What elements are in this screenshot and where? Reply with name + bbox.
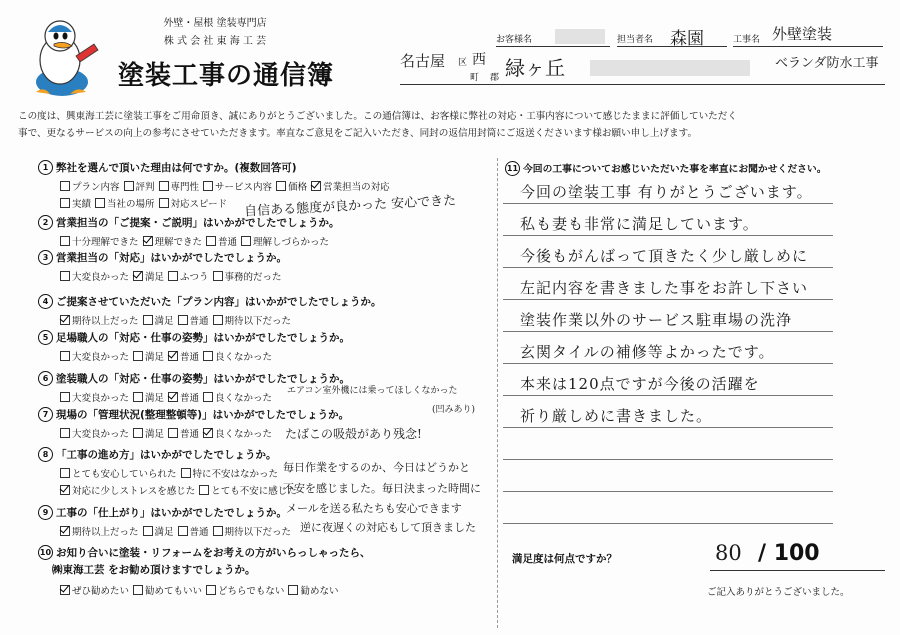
question-number: 5 bbox=[38, 330, 53, 345]
option-label: 満足 bbox=[145, 272, 165, 283]
question-number: 4 bbox=[38, 294, 53, 309]
q11-rule bbox=[503, 427, 833, 428]
question-text: 足場職人の「対応・仕事の姿勢」はいかがでしたでしょうか。 bbox=[56, 332, 350, 344]
question-4-title bbox=[38, 294, 382, 309]
company-name: 株 式 会 社 東 海 工 芸 bbox=[163, 36, 267, 47]
option[interactable] bbox=[56, 393, 129, 404]
option[interactable] bbox=[202, 586, 284, 597]
addr-ku-hand: 西 bbox=[472, 52, 486, 68]
address-underline bbox=[400, 84, 885, 85]
question-number: 8 bbox=[38, 447, 53, 462]
question-text: 現場の「管理状況(整理整頓等)」はいかがでしたでしょうか。 bbox=[56, 409, 350, 421]
question-1-options bbox=[56, 179, 390, 193]
option[interactable] bbox=[129, 352, 164, 363]
checkbox[interactable] bbox=[206, 585, 216, 595]
score-label: 満足度は何点ですか？ bbox=[512, 553, 617, 565]
option[interactable] bbox=[56, 237, 139, 248]
checkbox[interactable] bbox=[203, 351, 213, 361]
q11-answer-line: 本来は120点ですが今後の活躍を bbox=[520, 375, 760, 393]
question-number: 3 bbox=[38, 250, 53, 265]
option[interactable] bbox=[237, 237, 329, 248]
option-label: 普通 bbox=[189, 527, 209, 538]
option-label: 対応に少しストレスを感じた bbox=[72, 486, 196, 497]
checkbox[interactable] bbox=[60, 198, 70, 208]
question-text: 営業担当の「ご提案・ご説明」はいかがでしたでしょうか。 bbox=[56, 217, 340, 229]
question-9-title bbox=[38, 505, 287, 520]
option[interactable] bbox=[139, 316, 174, 327]
checkbox[interactable] bbox=[168, 271, 178, 281]
option[interactable] bbox=[56, 272, 129, 283]
q11-rule bbox=[503, 459, 833, 460]
option-label: 良くなかった bbox=[215, 352, 273, 363]
checkbox[interactable] bbox=[60, 351, 70, 361]
checkbox[interactable] bbox=[133, 428, 143, 438]
option[interactable] bbox=[56, 586, 129, 597]
checkbox[interactable] bbox=[60, 236, 70, 246]
score-total: / 100 bbox=[758, 541, 820, 566]
question-number: 2 bbox=[38, 215, 53, 230]
q11-rule bbox=[503, 523, 833, 524]
q11-answer-line: 塗装作業以外のサービス駐車場の洗浄 bbox=[520, 311, 793, 329]
question-text: 工事の「仕上がり」はいかがでしたでしょうか。 bbox=[56, 507, 287, 519]
checkbox[interactable] bbox=[133, 351, 143, 361]
checkbox[interactable] bbox=[133, 392, 143, 402]
option-label: 大変良かった bbox=[72, 393, 130, 404]
q11-answer-line: 私も妻も非常に満足しています。 bbox=[520, 215, 759, 233]
option-label: 普通 bbox=[180, 352, 200, 363]
question-10-options bbox=[56, 583, 338, 597]
option-label: 特に不安はなかった bbox=[192, 469, 279, 480]
option-label: 理解しづらかった bbox=[253, 237, 330, 248]
option-label: 満足 bbox=[145, 393, 165, 404]
option[interactable] bbox=[120, 182, 155, 193]
question-number: 9 bbox=[38, 505, 53, 520]
option[interactable] bbox=[177, 469, 279, 480]
question-3-title bbox=[38, 250, 287, 265]
question-2-options bbox=[56, 234, 329, 248]
option-label: 勧めない bbox=[300, 586, 339, 597]
work-name-2: ベランダ防水工事 bbox=[775, 56, 879, 71]
q11-answer-line: 今回の塗装工事 有りがとうございます。 bbox=[520, 183, 813, 201]
note-q9: 逆に夜遅くの対応もして頂きました bbox=[300, 521, 476, 534]
question-9-options bbox=[56, 524, 291, 538]
customer-underline bbox=[496, 46, 610, 47]
option-label: 満足 bbox=[154, 527, 174, 538]
checkbox[interactable] bbox=[288, 585, 298, 595]
question-text: 営業担当の「対応」はいかがでしたでしょうか。 bbox=[56, 252, 287, 264]
option[interactable] bbox=[164, 393, 199, 404]
checkbox[interactable] bbox=[133, 585, 143, 595]
question-7-title bbox=[38, 407, 349, 422]
rep-name: 森園 bbox=[670, 29, 704, 49]
question-number: 6 bbox=[38, 371, 53, 386]
checkbox[interactable] bbox=[203, 392, 213, 402]
option-label: 普通 bbox=[180, 429, 200, 440]
question-number: 7 bbox=[38, 407, 53, 422]
question-8-options bbox=[56, 483, 297, 497]
note-q8b: 不安を感じました。毎日決まった時間に bbox=[283, 482, 481, 495]
option-label: どちらでもない bbox=[218, 586, 285, 597]
addr-ku-label: 区 bbox=[458, 58, 468, 68]
q11-rule bbox=[503, 299, 833, 300]
checkbox-checked[interactable] bbox=[168, 392, 178, 402]
option-label: 事務的だった bbox=[224, 272, 282, 283]
option-label: 普通 bbox=[189, 316, 209, 327]
note-q1: 自信ある態度が良かった 安心できた bbox=[243, 193, 457, 220]
question-text: 塗装職人の「対応・仕事の姿勢」はいかがでしたでしょうか。 bbox=[56, 373, 350, 385]
option[interactable] bbox=[199, 429, 272, 440]
checkbox[interactable] bbox=[143, 315, 153, 325]
checkbox[interactable] bbox=[124, 181, 134, 191]
option-label: 十分理解できた bbox=[72, 237, 139, 248]
customer-label: お客様名 bbox=[496, 35, 533, 45]
option[interactable] bbox=[155, 199, 228, 210]
checkbox-checked[interactable] bbox=[60, 315, 70, 325]
note-q8a: 毎日作業をするのか、今日はどうかと bbox=[283, 461, 470, 474]
option[interactable] bbox=[56, 469, 177, 480]
q11-number: 11 bbox=[505, 161, 520, 176]
q11-answer-line: 玄関タイルの補修等よかったです。 bbox=[520, 343, 775, 361]
checkbox-checked[interactable] bbox=[60, 485, 70, 495]
option-label: プラン内容 bbox=[72, 182, 120, 193]
option-label: 期待以上だった bbox=[72, 527, 139, 538]
option[interactable] bbox=[272, 182, 307, 193]
checkbox[interactable] bbox=[60, 468, 70, 478]
question-7-options bbox=[56, 426, 272, 440]
checkbox[interactable] bbox=[206, 236, 216, 246]
checkbox[interactable] bbox=[276, 181, 286, 191]
addr-gun-label: 郡 bbox=[490, 73, 500, 83]
option[interactable] bbox=[155, 182, 200, 193]
checkbox-checked[interactable] bbox=[203, 428, 213, 438]
checkbox[interactable] bbox=[213, 315, 223, 325]
option-label: 普通 bbox=[180, 393, 200, 404]
checkbox-checked[interactable] bbox=[143, 236, 153, 246]
option-label: 営業担当の対応 bbox=[323, 182, 390, 193]
question-text: 「工事の進め方」はいかがでしたでしょうか。 bbox=[56, 449, 277, 461]
score-value: 80 bbox=[715, 541, 742, 565]
option[interactable] bbox=[164, 272, 209, 283]
checkbox[interactable] bbox=[60, 392, 70, 402]
option-label: 良くなかった bbox=[215, 429, 273, 440]
checkbox[interactable] bbox=[60, 181, 70, 191]
question-1-options bbox=[56, 196, 227, 210]
option-label: 満足 bbox=[154, 316, 174, 327]
question-1-title bbox=[38, 160, 297, 175]
option[interactable] bbox=[56, 527, 139, 538]
checkbox-checked[interactable] bbox=[133, 271, 143, 281]
question-10-title bbox=[38, 545, 370, 560]
rep-underline bbox=[617, 46, 727, 47]
option[interactable] bbox=[199, 393, 272, 404]
customer-name-redacted bbox=[555, 29, 605, 44]
option-label: 期待以上だった bbox=[72, 316, 139, 327]
q11-rule bbox=[503, 235, 833, 236]
q11-text: 今回の工事についてお感じいただいた事を率直にお聞かせください。 bbox=[523, 164, 827, 175]
option[interactable] bbox=[56, 429, 129, 440]
score-underline bbox=[710, 570, 885, 571]
q11-rule bbox=[503, 203, 833, 204]
option-label: 普通 bbox=[218, 237, 238, 248]
mascot-logo bbox=[14, 10, 106, 102]
checkbox[interactable] bbox=[199, 485, 209, 495]
option[interactable] bbox=[56, 352, 129, 363]
q11-rule bbox=[503, 267, 833, 268]
option[interactable] bbox=[209, 272, 282, 283]
checkbox[interactable] bbox=[241, 236, 251, 246]
option[interactable] bbox=[56, 182, 120, 193]
question-6-options bbox=[56, 390, 272, 404]
option-label: サービス内容 bbox=[215, 182, 273, 193]
option-label: 大変良かった bbox=[72, 272, 130, 283]
question-text-2: ㈱東海工芸 をお勧め頂けますでしょうか。 bbox=[52, 564, 256, 576]
company-tagline: 外壁・屋根 塗装専門店 bbox=[163, 18, 267, 29]
option[interactable] bbox=[307, 182, 390, 193]
option[interactable] bbox=[56, 486, 195, 497]
option[interactable] bbox=[199, 352, 272, 363]
checkbox[interactable] bbox=[178, 315, 188, 325]
page-title: 塗装工事の通信簿 bbox=[118, 61, 335, 91]
work-underline bbox=[733, 46, 883, 47]
option[interactable] bbox=[129, 272, 164, 283]
option[interactable] bbox=[195, 486, 297, 497]
option[interactable] bbox=[129, 393, 164, 404]
checkbox[interactable] bbox=[213, 271, 223, 281]
q11-header bbox=[505, 161, 827, 176]
option-label: 価格 bbox=[288, 182, 308, 193]
work-name-1: 外壁塗装 bbox=[772, 25, 833, 43]
option[interactable] bbox=[284, 586, 338, 597]
q11-rule bbox=[503, 395, 833, 396]
checkbox[interactable] bbox=[143, 526, 153, 536]
option-label: 当社の場所 bbox=[107, 199, 155, 210]
option[interactable] bbox=[56, 199, 91, 210]
intro-line-1: この度は、興東海工芸に塗装工事をご用命頂き、誠にありがとうございました。この通信簿は、お客様に弊社の対応・工事内容について感じたままに評価していただく bbox=[18, 111, 737, 122]
question-5-options bbox=[56, 349, 272, 363]
rep-label: 担当者名 bbox=[617, 35, 654, 45]
column-divider bbox=[497, 158, 498, 628]
question-text: お知り合いに塗装・リフォームをお考えの方がいらっしゃったら、 bbox=[56, 547, 371, 559]
q11-rule bbox=[503, 491, 833, 492]
addr-city: 名古屋 bbox=[400, 52, 446, 70]
address-redacted bbox=[590, 60, 750, 76]
note-q8c: メールを送る私たちも安心できます bbox=[286, 502, 462, 515]
checkbox[interactable] bbox=[168, 428, 178, 438]
option[interactable] bbox=[129, 429, 164, 440]
option-label: ぜひ勧めたい bbox=[72, 586, 130, 597]
intro-text bbox=[18, 108, 737, 142]
question-4-options bbox=[56, 313, 291, 327]
option-label: 期待以下だった bbox=[224, 316, 292, 327]
option[interactable] bbox=[139, 527, 174, 538]
note-q6b: (凹みあり) bbox=[432, 405, 476, 415]
checkbox[interactable] bbox=[95, 198, 105, 208]
question-8-title bbox=[38, 447, 277, 462]
option[interactable] bbox=[164, 429, 199, 440]
q11-rule bbox=[503, 331, 833, 332]
checkbox[interactable] bbox=[178, 526, 188, 536]
option-label: 実績 bbox=[72, 199, 92, 210]
option[interactable] bbox=[91, 199, 155, 210]
q11-answer-line: 祈り厳しめに書きました。 bbox=[520, 407, 713, 425]
option[interactable] bbox=[209, 527, 292, 538]
option[interactable] bbox=[199, 182, 272, 193]
work-label: 工事名 bbox=[733, 35, 761, 45]
option-label: 満足 bbox=[145, 429, 165, 440]
option[interactable] bbox=[209, 316, 292, 327]
option-label: 専門性 bbox=[170, 182, 200, 193]
question-text: 弊社を選んで頂いた理由は何ですか。(複数回答可) bbox=[56, 162, 297, 174]
option-label: 理解できた bbox=[154, 237, 203, 248]
checkbox-checked[interactable] bbox=[60, 526, 70, 536]
note-q7: たばこの吸殻があり残念! bbox=[285, 427, 422, 441]
checkbox[interactable] bbox=[203, 181, 213, 191]
option-label: 大変良かった bbox=[72, 429, 130, 440]
checkbox[interactable] bbox=[159, 181, 169, 191]
option[interactable] bbox=[164, 352, 199, 363]
option-label: 期待以下だった bbox=[224, 527, 292, 538]
option[interactable] bbox=[202, 237, 237, 248]
option-label: 勧めてもいい bbox=[145, 586, 203, 597]
option-label: 評判 bbox=[135, 182, 155, 193]
note-q6: エアコン室外機には乗ってほしくなかった bbox=[287, 386, 458, 396]
checkbox[interactable] bbox=[60, 271, 70, 281]
thanks-text: ご記入ありがとうございました。 bbox=[707, 587, 850, 598]
checkbox[interactable] bbox=[181, 468, 191, 478]
question-number: 1 bbox=[38, 160, 53, 175]
checkbox[interactable] bbox=[60, 428, 70, 438]
question-text: ご提案させていただいた「プラン内容」はいかがでしたでしょうか。 bbox=[56, 296, 382, 308]
option-label: とても不安に感じた bbox=[211, 486, 297, 497]
addr-machi-label: 町 bbox=[470, 73, 480, 83]
question-2-title bbox=[38, 215, 340, 230]
checkbox[interactable] bbox=[159, 198, 169, 208]
checkbox-checked[interactable] bbox=[60, 585, 70, 595]
checkbox-checked[interactable] bbox=[311, 181, 321, 191]
checkbox[interactable] bbox=[213, 526, 223, 536]
addr-area: 緑ヶ丘 bbox=[505, 56, 565, 80]
checkbox-checked[interactable] bbox=[168, 351, 178, 361]
option[interactable] bbox=[174, 316, 209, 327]
option-label: とても安心していられた bbox=[72, 469, 177, 480]
option[interactable] bbox=[129, 586, 202, 597]
option[interactable] bbox=[56, 316, 139, 327]
option-label: 対応スピード bbox=[170, 199, 228, 210]
q11-rule bbox=[503, 363, 833, 364]
option-label: 大変良かった bbox=[72, 352, 130, 363]
option-label: ふつう bbox=[180, 272, 209, 283]
option[interactable] bbox=[139, 237, 203, 248]
q11-answer-line: 今後もがんばって頂きたく少し厳しめに bbox=[520, 247, 809, 265]
intro-line-2: 事で、更なるサービスの向上の参考にさせていただきます。率直なご意見をご記入いただき、同封の返信用封筒にご返送くださいます様お願い申し上げます。 bbox=[18, 128, 698, 139]
question-5-title bbox=[38, 330, 350, 345]
question-8-options bbox=[56, 466, 278, 480]
question-3-options bbox=[56, 269, 282, 283]
option-label: 良くなかった bbox=[215, 393, 273, 404]
option[interactable] bbox=[174, 527, 209, 538]
q11-answer-line: 左記内容を書きました事をお許し下さい bbox=[520, 279, 809, 297]
question-number: 10 bbox=[38, 545, 53, 560]
option-label: 満足 bbox=[145, 352, 165, 363]
